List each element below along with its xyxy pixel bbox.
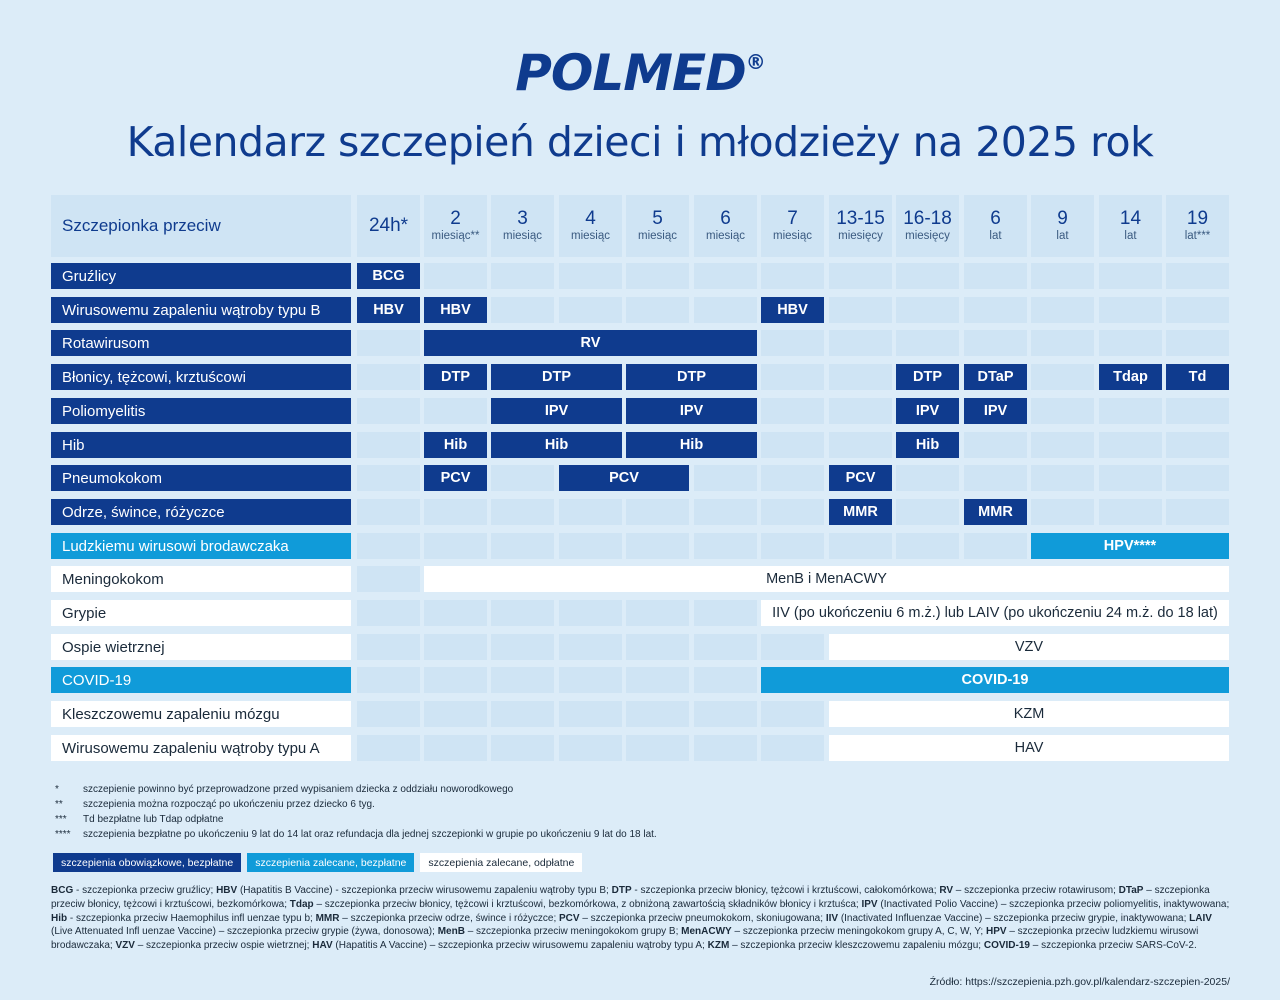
row-label: Hib bbox=[51, 432, 351, 458]
column-header bbox=[829, 195, 892, 257]
vaccine-bar: KZM bbox=[829, 701, 1229, 727]
empty-cell bbox=[1099, 330, 1162, 356]
column-age: 6 bbox=[990, 208, 1001, 229]
column-unit: miesięcy bbox=[838, 230, 883, 242]
empty-cell bbox=[829, 533, 892, 559]
empty-cell bbox=[424, 263, 487, 289]
empty-cell bbox=[964, 432, 1027, 458]
empty-cell bbox=[896, 330, 959, 356]
column-header bbox=[896, 195, 959, 257]
empty-cell bbox=[964, 297, 1027, 323]
empty-cell bbox=[491, 533, 554, 559]
footnote bbox=[55, 827, 657, 842]
empty-cell bbox=[964, 330, 1027, 356]
vaccine-bar: HBV bbox=[357, 297, 420, 323]
abbreviation-term: COVID-19 bbox=[983, 940, 1030, 952]
column-header bbox=[1031, 195, 1094, 257]
footnote-text: szczepienia można rozpocząć po ukończeniu przez dziecko 6 tyg. bbox=[83, 799, 375, 810]
empty-cell bbox=[829, 364, 892, 390]
abbreviation-term: IPV bbox=[861, 898, 878, 910]
row-label: Grypie bbox=[51, 600, 351, 626]
empty-cell bbox=[761, 701, 824, 727]
abbreviation-description: – szczepionka przeciw meningokokom grupy B; bbox=[464, 926, 682, 938]
abbreviation-term: DTP bbox=[611, 885, 632, 896]
footnote-mark: **** bbox=[55, 829, 71, 840]
empty-cell bbox=[357, 432, 420, 458]
footnote-mark: ** bbox=[55, 799, 63, 810]
source-link[interactable]: Źródło: https://szczepienia.pzh.gov.pl/kalendarz-szczepien-2025/ bbox=[929, 976, 1230, 988]
empty-cell bbox=[626, 297, 689, 323]
column-age: 2 bbox=[450, 208, 461, 229]
vaccine-bar: DTP bbox=[424, 364, 487, 390]
empty-cell bbox=[761, 465, 824, 491]
empty-cell bbox=[357, 634, 420, 660]
empty-cell bbox=[357, 398, 420, 424]
abbreviation-term: DTaP bbox=[1118, 885, 1144, 896]
abbreviation-description: (Live Attenuated Infl uenzae Vaccine) – szczepionka przeciw grypie (żywa, donosowa); bbox=[51, 926, 438, 938]
empty-cell bbox=[424, 735, 487, 761]
vaccine-bar: MMR bbox=[964, 499, 1027, 525]
empty-cell bbox=[1099, 263, 1162, 289]
column-unit: lat*** bbox=[1184, 230, 1211, 242]
vaccine-bar: VZV bbox=[829, 634, 1229, 660]
vaccine-bar: RV bbox=[424, 330, 757, 356]
empty-cell bbox=[1099, 432, 1162, 458]
empty-cell bbox=[491, 600, 554, 626]
abbreviation-description: – szczepionka przeciw rotawirusom; bbox=[953, 885, 1119, 896]
empty-cell bbox=[357, 499, 420, 525]
column-unit: lat bbox=[1124, 230, 1137, 242]
abbreviation-description: – szczepionka przeciw odrze, śwince i różyczce; bbox=[339, 912, 559, 924]
empty-cell bbox=[1166, 330, 1229, 356]
empty-cell bbox=[1166, 499, 1229, 525]
empty-cell bbox=[626, 701, 689, 727]
empty-cell bbox=[1166, 465, 1229, 491]
row-label: Gruźlicy bbox=[51, 263, 351, 289]
empty-cell bbox=[559, 701, 622, 727]
column-age: 9 bbox=[1057, 208, 1068, 229]
abbreviation-term: IIV bbox=[825, 912, 839, 924]
abbreviation-description: – szczepionka przeciw ospie wietrznej; bbox=[134, 940, 313, 952]
empty-cell bbox=[357, 600, 420, 626]
empty-cell bbox=[424, 634, 487, 660]
empty-cell bbox=[761, 263, 824, 289]
footnote-text: szczepienia bezpłatne po ukończeniu 9 lat do 14 lat oraz refundacja dla jednej szczepionki w grupie po ukończeniu 9 lat do 18 lat. bbox=[83, 829, 657, 840]
empty-cell bbox=[559, 499, 622, 525]
column-header bbox=[694, 195, 757, 257]
empty-cell bbox=[559, 667, 622, 693]
column-unit: miesiąc bbox=[706, 230, 745, 242]
empty-cell bbox=[626, 667, 689, 693]
vaccine-bar: HBV bbox=[424, 297, 487, 323]
empty-cell bbox=[761, 735, 824, 761]
column-age: 19 bbox=[1186, 208, 1209, 229]
column-age: 7 bbox=[787, 208, 798, 229]
vaccine-bar: IPV bbox=[964, 398, 1027, 424]
footnote-text: Td bezpłatne lub Tdap odpłatne bbox=[83, 814, 224, 825]
empty-cell bbox=[1099, 465, 1162, 491]
empty-cell bbox=[694, 735, 757, 761]
footnote bbox=[55, 812, 657, 827]
footnote bbox=[55, 782, 657, 797]
empty-cell bbox=[1099, 297, 1162, 323]
abbreviation-term: KZM bbox=[707, 940, 730, 952]
header-label: Szczepionka przeciw bbox=[51, 195, 351, 257]
empty-cell bbox=[357, 465, 420, 491]
empty-cell bbox=[424, 533, 487, 559]
empty-cell bbox=[626, 499, 689, 525]
abbreviation-term: Hib bbox=[51, 912, 68, 924]
column-age: 14 bbox=[1119, 208, 1142, 229]
abbreviation-description: – szczepionka przeciw meningokokom grupy A, C, W, Y; bbox=[731, 926, 986, 938]
column-unit: miesiąc bbox=[773, 230, 812, 242]
abbreviation-description: (Inactivated Influenzae Vaccine) – szczepionka przeciw grypie, inaktywowana; bbox=[838, 912, 1190, 924]
column-unit: miesiąc bbox=[571, 230, 610, 242]
abbreviation-description: – szczepionka przeciw ludzkiemu wirusowi brodawczaka; bbox=[51, 926, 1199, 952]
empty-cell bbox=[829, 297, 892, 323]
empty-cell bbox=[559, 263, 622, 289]
column-unit: miesięcy bbox=[905, 230, 950, 242]
abbreviation-description: (Hapatitis B Vaccine) - szczepionka przeciw wirusowemu zapaleniu wątroby typu B; bbox=[237, 885, 612, 896]
empty-cell bbox=[896, 297, 959, 323]
column-header bbox=[1166, 195, 1229, 257]
abbreviation-description: – szczepionka przeciw błonicy, tężcowi i krztuścowi, bezkomórkowa, z obniżoną zawartością składników błonicy i krztuśca; bbox=[313, 898, 862, 910]
abbreviation-description: – szczepionka przeciw błonicy, tężcowi i krztuścowi, bezkomórkowa; bbox=[51, 885, 1210, 910]
vaccine-bar: PCV bbox=[559, 465, 689, 491]
empty-cell bbox=[357, 330, 420, 356]
empty-cell bbox=[424, 398, 487, 424]
empty-cell bbox=[1099, 499, 1162, 525]
empty-cell bbox=[694, 465, 757, 491]
empty-cell bbox=[357, 667, 420, 693]
empty-cell bbox=[829, 398, 892, 424]
empty-cell bbox=[694, 499, 757, 525]
empty-cell bbox=[761, 330, 824, 356]
column-unit: miesiąc bbox=[503, 230, 542, 242]
abbreviation-description: (Inactivated Polio Vaccine) – szczepionka przeciw poliomyelitis, inaktywowana; bbox=[877, 898, 1230, 910]
empty-cell bbox=[1099, 398, 1162, 424]
vaccine-bar: MenB i MenACWY bbox=[424, 566, 1229, 592]
empty-cell bbox=[694, 533, 757, 559]
empty-cell bbox=[1166, 398, 1229, 424]
footnotes bbox=[55, 782, 657, 842]
empty-cell bbox=[424, 499, 487, 525]
empty-cell bbox=[1031, 364, 1094, 390]
row-label: COVID-19 bbox=[51, 667, 351, 693]
column-age: 4 bbox=[585, 208, 596, 229]
column-header bbox=[357, 195, 420, 257]
vaccine-bar: DTP bbox=[626, 364, 757, 390]
abbreviation-description: – szczepionka przeciw kleszczowemu zapaleniu mózgu; bbox=[729, 940, 984, 952]
abbreviation-description: – szczepionka przeciw pneumokokom, skoniugowana; bbox=[579, 912, 826, 924]
vaccine-bar: PCV bbox=[424, 465, 487, 491]
abbreviation-term: MenB bbox=[437, 926, 465, 938]
abbreviation-term: HAV bbox=[312, 940, 333, 952]
empty-cell bbox=[964, 533, 1027, 559]
empty-cell bbox=[694, 667, 757, 693]
vaccine-bar: MMR bbox=[829, 499, 892, 525]
vaccine-bar: Hib bbox=[491, 432, 622, 458]
vaccine-bar: DTP bbox=[491, 364, 622, 390]
empty-cell bbox=[829, 263, 892, 289]
abbreviation-description: - szczepionka przeciw Haemophilus infl uenzae typu b; bbox=[67, 912, 316, 924]
abbreviations-text bbox=[51, 884, 1231, 953]
column-header bbox=[761, 195, 824, 257]
empty-cell bbox=[761, 398, 824, 424]
abbreviation-description: (Hapatitis A Vaccine) – szczepionka przeciw wirusowemu zapaleniu wątroby typu A; bbox=[332, 940, 708, 952]
row-label: Wirusowemu zapaleniu wątroby typu A bbox=[51, 735, 351, 761]
empty-cell bbox=[491, 263, 554, 289]
abbreviation-term: VZV bbox=[115, 940, 135, 952]
empty-cell bbox=[559, 634, 622, 660]
empty-cell bbox=[1031, 465, 1094, 491]
vaccine-bar: Td bbox=[1166, 364, 1229, 390]
page-title: Kalendarz szczepień dzieci i młodzieży na 2025 rok bbox=[126, 118, 1154, 166]
vaccine-bar: IPV bbox=[491, 398, 622, 424]
row-label: Ospie wietrznej bbox=[51, 634, 351, 660]
vaccine-bar: Hib bbox=[626, 432, 757, 458]
empty-cell bbox=[761, 533, 824, 559]
row-label: Poliomyelitis bbox=[51, 398, 351, 424]
empty-cell bbox=[357, 364, 420, 390]
empty-cell bbox=[896, 465, 959, 491]
empty-cell bbox=[829, 432, 892, 458]
empty-cell bbox=[559, 735, 622, 761]
vaccine-bar: COVID-19 bbox=[761, 667, 1229, 693]
empty-cell bbox=[761, 432, 824, 458]
vaccine-bar: BCG bbox=[357, 263, 420, 289]
abbreviation-term: MenACWY bbox=[681, 926, 732, 938]
empty-cell bbox=[424, 701, 487, 727]
empty-cell bbox=[357, 701, 420, 727]
column-age: 16-18 bbox=[903, 208, 952, 229]
empty-cell bbox=[491, 701, 554, 727]
empty-cell bbox=[491, 634, 554, 660]
vaccine-bar: DTP bbox=[896, 364, 959, 390]
column-header bbox=[964, 195, 1027, 257]
empty-cell bbox=[829, 330, 892, 356]
empty-cell bbox=[1031, 297, 1094, 323]
abbreviation-term: Tdap bbox=[289, 898, 314, 910]
column-header bbox=[491, 195, 554, 257]
empty-cell bbox=[626, 634, 689, 660]
empty-cell bbox=[1031, 499, 1094, 525]
column-age: 6 bbox=[720, 208, 731, 229]
empty-cell bbox=[694, 634, 757, 660]
column-header bbox=[424, 195, 487, 257]
empty-cell bbox=[626, 533, 689, 559]
empty-cell bbox=[357, 735, 420, 761]
empty-cell bbox=[694, 297, 757, 323]
vaccine-bar: IIV (po ukończeniu 6 m.ż.) lub LAIV (po ukończeniu 24 m.ż. do 18 lat) bbox=[761, 600, 1229, 626]
column-age: 13-15 bbox=[836, 208, 885, 229]
vaccine-bar: DTaP bbox=[964, 364, 1027, 390]
empty-cell bbox=[1031, 432, 1094, 458]
row-label: Błonicy, tężcowi, krztuścowi bbox=[51, 364, 351, 390]
empty-cell bbox=[357, 566, 420, 592]
empty-cell bbox=[1166, 263, 1229, 289]
legend-mandatory: szczepienia obowiązkowe, bezpłatne bbox=[53, 853, 241, 872]
vaccine-bar: PCV bbox=[829, 465, 892, 491]
empty-cell bbox=[964, 263, 1027, 289]
empty-cell bbox=[896, 263, 959, 289]
row-label: Ludzkiemu wirusowi brodawczaka bbox=[51, 533, 351, 559]
empty-cell bbox=[761, 634, 824, 660]
abbreviation-term: LAIV bbox=[1189, 912, 1212, 924]
footnote-mark: * bbox=[55, 784, 59, 795]
empty-cell bbox=[1031, 398, 1094, 424]
logo-text: POLMED bbox=[515, 44, 746, 102]
empty-cell bbox=[761, 364, 824, 390]
empty-cell bbox=[559, 533, 622, 559]
empty-cell bbox=[694, 701, 757, 727]
empty-cell bbox=[896, 499, 959, 525]
empty-cell bbox=[491, 667, 554, 693]
footnote-mark: *** bbox=[55, 814, 67, 825]
abbreviation-term: HBV bbox=[216, 885, 238, 896]
column-header bbox=[559, 195, 622, 257]
abbreviation-term: PCV bbox=[559, 912, 580, 924]
row-label: Odrze, śwince, różyczce bbox=[51, 499, 351, 525]
vaccine-bar: HBV bbox=[761, 297, 824, 323]
abbreviation-description: - szczepionka przeciw gruźlicy; bbox=[73, 885, 217, 896]
empty-cell bbox=[491, 297, 554, 323]
empty-cell bbox=[896, 533, 959, 559]
vaccine-bar: Hib bbox=[896, 432, 959, 458]
vaccine-bar: Hib bbox=[424, 432, 487, 458]
empty-cell bbox=[694, 263, 757, 289]
legend-recommended-paid: szczepienia zalecane, odpłatne bbox=[420, 853, 582, 872]
empty-cell bbox=[964, 465, 1027, 491]
empty-cell bbox=[694, 600, 757, 626]
empty-cell bbox=[491, 499, 554, 525]
abbreviation-term: HPV bbox=[985, 926, 1007, 938]
empty-cell bbox=[626, 600, 689, 626]
abbreviation-term: MMR bbox=[315, 912, 340, 924]
column-unit: miesiąc bbox=[638, 230, 677, 242]
row-label: Pneumokokom bbox=[51, 465, 351, 491]
empty-cell bbox=[1031, 263, 1094, 289]
empty-cell bbox=[559, 600, 622, 626]
vaccine-bar: IPV bbox=[896, 398, 959, 424]
column-age: 3 bbox=[517, 208, 528, 229]
row-label: Kleszczowemu zapaleniu mózgu bbox=[51, 701, 351, 727]
registered-mark: ® bbox=[745, 50, 765, 74]
empty-cell bbox=[761, 499, 824, 525]
row-label: Rotawirusom bbox=[51, 330, 351, 356]
column-header bbox=[1099, 195, 1162, 257]
vaccine-bar: HAV bbox=[829, 735, 1229, 761]
vaccine-bar: Tdap bbox=[1099, 364, 1162, 390]
empty-cell bbox=[1166, 432, 1229, 458]
row-label: Meningokokom bbox=[51, 566, 351, 592]
legend bbox=[53, 853, 582, 872]
column-unit: lat bbox=[1056, 230, 1069, 242]
abbreviation-term: BCG bbox=[51, 885, 74, 896]
empty-cell bbox=[626, 263, 689, 289]
column-unit: miesiąc** bbox=[431, 230, 480, 242]
empty-cell bbox=[424, 667, 487, 693]
abbreviation-description: - szczepionka przeciw błonicy, tężcowi i krztuścowi, całokomórkowa; bbox=[631, 885, 940, 896]
column-age: 5 bbox=[652, 208, 663, 229]
column-header bbox=[626, 195, 689, 257]
abbreviation-description: – szczepionka przeciw SARS-CoV-2. bbox=[1029, 940, 1197, 952]
row-label: Wirusowemu zapaleniu wątroby typu B bbox=[51, 297, 351, 323]
vaccine-bar: HPV**** bbox=[1031, 533, 1229, 559]
legend-recommended-free: szczepienia zalecane, bezpłatne bbox=[247, 853, 414, 872]
empty-cell bbox=[357, 533, 420, 559]
empty-cell bbox=[626, 735, 689, 761]
column-unit: lat bbox=[989, 230, 1002, 242]
footnote-text: szczepienie powinno być przeprowadzone przed wypisaniem dziecka z oddziału noworodkowego bbox=[83, 784, 514, 795]
abbreviation-term: RV bbox=[939, 885, 954, 896]
vaccine-bar: IPV bbox=[626, 398, 757, 424]
footnote bbox=[55, 797, 657, 812]
empty-cell bbox=[1166, 297, 1229, 323]
empty-cell bbox=[491, 735, 554, 761]
empty-cell bbox=[491, 465, 554, 491]
column-age: 24h* bbox=[368, 215, 409, 236]
empty-cell bbox=[424, 600, 487, 626]
empty-cell bbox=[1031, 330, 1094, 356]
empty-cell bbox=[559, 297, 622, 323]
